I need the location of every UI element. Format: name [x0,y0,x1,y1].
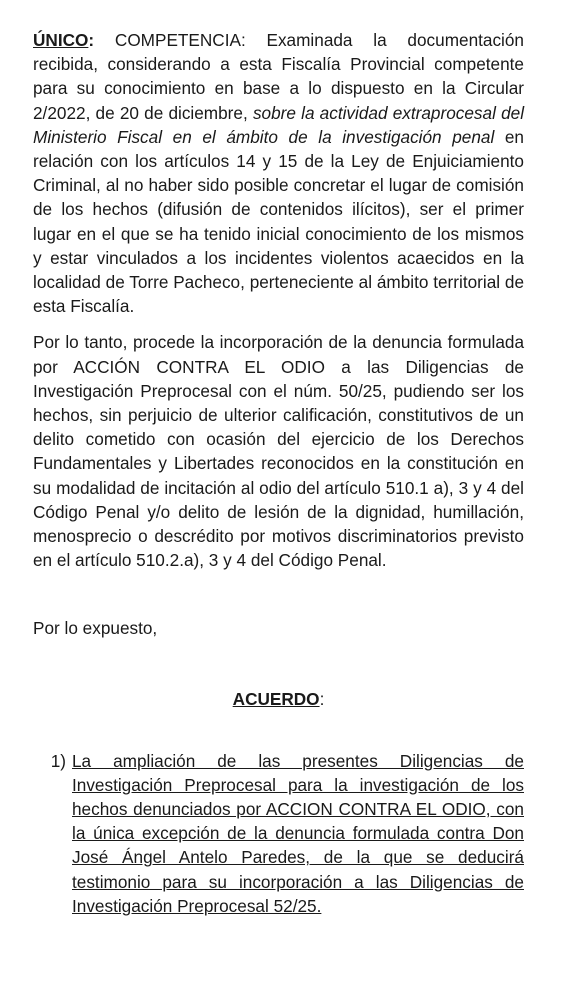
competence-text-2: en relación con los artículos 14 y 15 de la Ley de Enjuiciamiento Criminal, al no haber sido posible concretar el lugar de comisión de los hechos (difusión de contenidos ilícitos), ser el primer lugar en el que se ha tenido inicial conocimiento de los mismos y estar vinculados a los incidentes violentos acaecidos en la localidad de Torre Pacheco, perteneciente al ámbito territorial de esta Fiscalía. [33,126,524,317]
section-label-colon: : [88,30,95,50]
agreement-item [33,749,524,918]
agreement-heading-label: ACUERDO [232,688,320,709]
agreement-item-text: La ampliación de las presentes Diligencias de Investigación Preprocesal para la investigación de los hechos denunciados por ACCION CONTRA EL ODIO, con la única excepción de la denuncia formulada contra Don José Ángel Antelo Paredes, de la que se deducirá testimonio para su incorporación a las Diligencias de Investigación Preprocesal 52/25. [72,750,524,916]
competence-text-1: COMPETENCIA: Examinada la documentación recibida, considerando a esta Fiscalía Provincial competente para su conocimiento en base a lo dispuesto en la Circular 2/2022, de 20 de diciembre, [33,30,524,123]
conclusion-paragraph: Por lo expuesto, [33,618,158,639]
agreement-heading-colon: : [319,688,325,709]
section-label: ÚNICO [33,30,89,50]
document-page [33,28,524,918]
agreement-heading [33,687,524,711]
competence-paragraph [33,28,524,318]
incorporation-paragraph: Por lo tanto, procede la incorporación de la denuncia formulada por ACCIÓN CONTRA EL ODIO a las Diligencias de Investigación Preprocesal con el núm. 50/25, pudiendo ser los hechos, sin perjuicio de ulterior calificación, constitutivos de un delito cometido con ocasión del ejercicio de los Derechos Fundamentales y Libertades reconocidos en la constitución en su modalidad de incitación al odio del artículo 510.1 a), 3 y 4 del Código Penal y/o delito de lesión de la dignidad, humillación, menosprecio o descrédito por motivos discriminatorios previsto en el artículo 510.2.a), 3 y 4 del Código Penal. [33,332,524,571]
agreement-item-number: 1) [50,750,66,771]
circular-title: sobre la actividad extraprocesal del Ministerio Fiscal en el ámbito de la investigación penal [33,102,525,147]
